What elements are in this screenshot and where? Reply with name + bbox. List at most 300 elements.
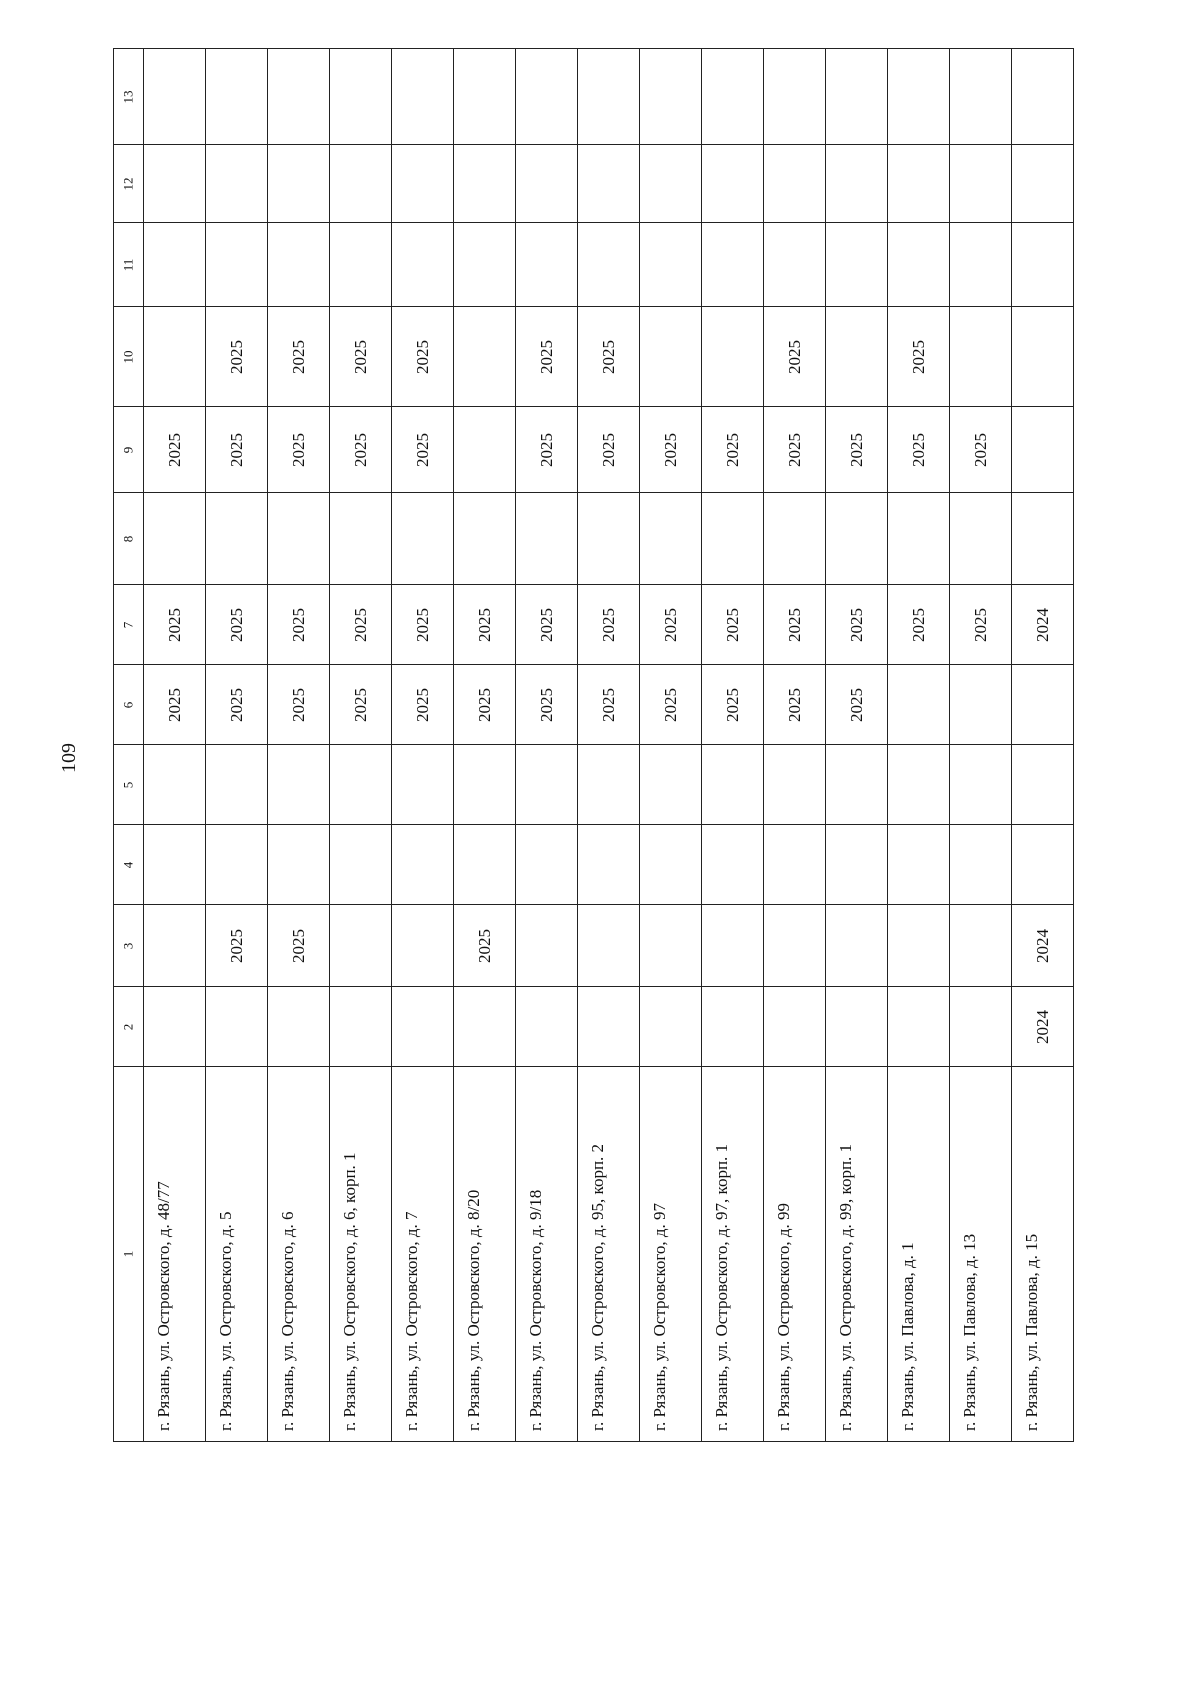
column-number: 13 (120, 90, 136, 103)
year-cell (826, 493, 888, 585)
year-cell (206, 825, 268, 905)
year-value: 2025 (536, 607, 556, 642)
year-cell (516, 905, 578, 987)
year-cell (516, 223, 578, 307)
year-cell (330, 905, 392, 987)
year-value: 2025 (970, 607, 990, 642)
table-row (114, 825, 1074, 905)
year-cell (702, 665, 764, 745)
year-cell (764, 307, 826, 407)
table-row (114, 49, 1074, 145)
table-row (114, 1067, 1074, 1442)
year-cell (578, 493, 640, 585)
year-cell (888, 905, 950, 987)
year-cell (888, 307, 950, 407)
table-row (114, 665, 1074, 745)
year-cell (330, 145, 392, 223)
year-cell (268, 905, 330, 987)
year-cell (640, 407, 702, 493)
year-value: 2025 (722, 687, 742, 722)
year-value: 2025 (784, 687, 804, 722)
year-cell (1012, 665, 1074, 745)
year-cell (516, 987, 578, 1067)
year-value: 2024 (1032, 1009, 1052, 1044)
address-cell (640, 1067, 702, 1442)
table-row (114, 223, 1074, 307)
address-text: г. Рязань, ул. Островского, д. 6, корп. 1 (340, 1152, 359, 1431)
year-value: 2025 (536, 432, 556, 467)
column-header-cell (114, 585, 144, 665)
year-cell (206, 407, 268, 493)
year-cell (1012, 905, 1074, 987)
year-cell (206, 223, 268, 307)
address-cell (1012, 1067, 1074, 1442)
column-number: 3 (120, 942, 136, 949)
address-cell (330, 1067, 392, 1442)
table-row (114, 493, 1074, 585)
column-header-cell (114, 987, 144, 1067)
year-value: 2025 (722, 607, 742, 642)
address-text: г. Рязань, ул. Островского, д. 99 (774, 1202, 793, 1431)
year-cell (640, 493, 702, 585)
year-cell (888, 493, 950, 585)
year-cell (826, 145, 888, 223)
year-cell (826, 307, 888, 407)
year-cell (702, 307, 764, 407)
year-cell (268, 307, 330, 407)
year-value: 2025 (412, 339, 432, 374)
year-cell (330, 407, 392, 493)
column-header-cell (114, 145, 144, 223)
year-value: 2025 (474, 607, 494, 642)
address-cell (826, 1067, 888, 1442)
year-cell (640, 987, 702, 1067)
year-cell (144, 585, 206, 665)
year-value: 2025 (598, 432, 618, 467)
year-cell (516, 585, 578, 665)
year-cell (950, 585, 1012, 665)
year-cell (144, 665, 206, 745)
year-value: 2025 (722, 432, 742, 467)
year-cell (888, 585, 950, 665)
year-cell (454, 987, 516, 1067)
year-cell (950, 145, 1012, 223)
year-cell (516, 49, 578, 145)
year-cell (950, 223, 1012, 307)
year-cell (454, 49, 516, 145)
column-header-cell (114, 223, 144, 307)
year-cell (206, 307, 268, 407)
table-row (114, 145, 1074, 223)
year-cell (206, 987, 268, 1067)
year-cell (764, 905, 826, 987)
year-value: 2025 (412, 432, 432, 467)
year-cell (268, 665, 330, 745)
year-value: 2025 (660, 432, 680, 467)
year-cell (516, 825, 578, 905)
year-cell (144, 145, 206, 223)
year-cell (888, 223, 950, 307)
year-cell (392, 825, 454, 905)
table-row (114, 987, 1074, 1067)
year-value: 2025 (164, 687, 184, 722)
address-cell (454, 1067, 516, 1442)
year-cell (206, 665, 268, 745)
year-cell (640, 49, 702, 145)
year-value: 2025 (660, 607, 680, 642)
year-cell (578, 49, 640, 145)
year-value: 2025 (660, 687, 680, 722)
year-cell (516, 307, 578, 407)
year-cell (764, 145, 826, 223)
year-value: 2025 (908, 339, 928, 374)
year-cell (950, 665, 1012, 745)
column-header-cell (114, 665, 144, 745)
year-cell (578, 665, 640, 745)
year-value: 2025 (598, 339, 618, 374)
year-value: 2025 (784, 339, 804, 374)
year-cell (1012, 407, 1074, 493)
column-header-cell (114, 407, 144, 493)
year-cell (392, 665, 454, 745)
year-cell (268, 585, 330, 665)
column-header-cell (114, 1067, 144, 1442)
year-cell (702, 745, 764, 825)
year-cell (330, 825, 392, 905)
year-cell (1012, 585, 1074, 665)
year-cell (950, 987, 1012, 1067)
address-cell (268, 1067, 330, 1442)
year-cell (1012, 745, 1074, 825)
year-cell (392, 407, 454, 493)
column-header-cell (114, 825, 144, 905)
year-cell (702, 145, 764, 223)
year-cell (1012, 223, 1074, 307)
year-cell (454, 407, 516, 493)
year-cell (268, 223, 330, 307)
year-value: 2025 (288, 687, 308, 722)
address-cell (950, 1067, 1012, 1442)
year-cell (578, 145, 640, 223)
year-cell (826, 585, 888, 665)
year-cell (144, 493, 206, 585)
column-number: 7 (120, 621, 136, 628)
year-cell (392, 987, 454, 1067)
year-cell (1012, 145, 1074, 223)
address-text: г. Рязань, ул. Павлова, д. 1 (898, 1242, 917, 1431)
year-value: 2025 (164, 607, 184, 642)
year-cell (144, 49, 206, 145)
year-cell (392, 307, 454, 407)
table-row (114, 905, 1074, 987)
table-row (114, 585, 1074, 665)
year-cell (454, 825, 516, 905)
year-cell (702, 905, 764, 987)
address-text: г. Рязань, ул. Островского, д. 6 (278, 1211, 297, 1431)
year-cell (764, 407, 826, 493)
year-cell (206, 585, 268, 665)
year-cell (702, 987, 764, 1067)
year-cell (516, 745, 578, 825)
year-value: 2025 (784, 432, 804, 467)
column-number: 8 (120, 535, 136, 542)
column-number: 9 (120, 446, 136, 453)
year-value: 2025 (846, 607, 866, 642)
year-value: 2025 (226, 607, 246, 642)
year-cell (950, 49, 1012, 145)
year-cell (1012, 987, 1074, 1067)
year-value: 2025 (164, 432, 184, 467)
year-cell (640, 307, 702, 407)
year-cell (268, 987, 330, 1067)
address-cell (702, 1067, 764, 1442)
year-value: 2025 (226, 687, 246, 722)
year-cell (702, 493, 764, 585)
year-cell (144, 987, 206, 1067)
year-cell (950, 407, 1012, 493)
year-cell (950, 825, 1012, 905)
year-cell (330, 665, 392, 745)
address-cell (144, 1067, 206, 1442)
year-cell (950, 493, 1012, 585)
address-cell (888, 1067, 950, 1442)
year-cell (454, 665, 516, 745)
year-cell (888, 745, 950, 825)
year-cell (640, 905, 702, 987)
year-value: 2025 (350, 687, 370, 722)
address-cell (764, 1067, 826, 1442)
year-value: 2025 (908, 607, 928, 642)
year-cell (206, 145, 268, 223)
year-cell (950, 745, 1012, 825)
address-text: г. Рязань, ул. Островского, д. 8/20 (464, 1189, 483, 1431)
year-value: 2025 (226, 928, 246, 963)
address-text: г. Рязань, ул. Островского, д. 48/77 (154, 1181, 173, 1431)
column-header-cell (114, 745, 144, 825)
year-value: 2025 (412, 687, 432, 722)
year-cell (764, 825, 826, 905)
column-header-cell (114, 307, 144, 407)
year-value: 2025 (474, 928, 494, 963)
year-cell (826, 745, 888, 825)
year-cell (454, 745, 516, 825)
year-cell (764, 745, 826, 825)
address-cell (392, 1067, 454, 1442)
year-value: 2025 (784, 607, 804, 642)
year-cell (826, 407, 888, 493)
address-text: г. Рязань, ул. Островского, д. 99, корп. 1 (836, 1143, 855, 1431)
column-number: 2 (120, 1023, 136, 1030)
year-cell (268, 49, 330, 145)
year-cell (826, 223, 888, 307)
year-cell (578, 585, 640, 665)
year-cell (764, 585, 826, 665)
column-number: 6 (120, 701, 136, 708)
year-cell (144, 223, 206, 307)
table-row (114, 745, 1074, 825)
year-value: 2025 (350, 432, 370, 467)
address-cell (516, 1067, 578, 1442)
address-text: г. Рязань, ул. Островского, д. 5 (216, 1211, 235, 1431)
year-cell (950, 307, 1012, 407)
year-cell (764, 493, 826, 585)
year-value: 2025 (474, 687, 494, 722)
year-value: 2025 (846, 687, 866, 722)
column-header-cell (114, 905, 144, 987)
address-text: г. Рязань, ул. Островского, д. 7 (402, 1211, 421, 1431)
year-cell (578, 987, 640, 1067)
year-cell (702, 223, 764, 307)
year-cell (330, 585, 392, 665)
address-text: г. Рязань, ул. Островского, д. 97, корп. 1 (712, 1143, 731, 1431)
year-cell (268, 145, 330, 223)
year-cell (826, 49, 888, 145)
address-text: г. Рязань, ул. Островского, д. 95, корп. 2 (588, 1143, 607, 1431)
address-text: г. Рязань, ул. Павлова, д. 15 (1022, 1233, 1041, 1431)
year-cell (516, 665, 578, 745)
year-cell (640, 745, 702, 825)
year-cell (640, 223, 702, 307)
document-table (113, 48, 1074, 1442)
year-value: 2024 (1032, 928, 1052, 963)
year-cell (392, 905, 454, 987)
column-header-cell (114, 493, 144, 585)
year-cell (330, 745, 392, 825)
year-cell (206, 905, 268, 987)
year-cell (454, 585, 516, 665)
year-cell (392, 585, 454, 665)
page-number: 109 (58, 743, 80, 773)
year-value: 2025 (908, 432, 928, 467)
year-cell (454, 145, 516, 223)
year-cell (888, 987, 950, 1067)
year-cell (206, 49, 268, 145)
column-number: 5 (120, 781, 136, 788)
year-cell (1012, 825, 1074, 905)
year-cell (826, 665, 888, 745)
column-number: 10 (120, 350, 136, 363)
address-cell (578, 1067, 640, 1442)
year-cell (144, 745, 206, 825)
year-cell (826, 825, 888, 905)
year-cell (764, 223, 826, 307)
year-cell (392, 223, 454, 307)
table-row (114, 407, 1074, 493)
year-cell (888, 49, 950, 145)
year-cell (888, 145, 950, 223)
year-cell (268, 825, 330, 905)
year-value: 2025 (536, 339, 556, 374)
year-cell (144, 905, 206, 987)
year-cell (702, 825, 764, 905)
year-value: 2025 (598, 607, 618, 642)
year-cell (578, 905, 640, 987)
year-cell (826, 905, 888, 987)
year-cell (702, 49, 764, 145)
year-cell (1012, 49, 1074, 145)
column-number: 12 (120, 177, 136, 190)
address-text: г. Рязань, ул. Павлова, д. 13 (960, 1233, 979, 1431)
year-cell (144, 307, 206, 407)
year-cell (268, 407, 330, 493)
year-cell (578, 825, 640, 905)
year-cell (454, 905, 516, 987)
address-cell (206, 1067, 268, 1442)
year-cell (330, 987, 392, 1067)
year-cell (1012, 493, 1074, 585)
year-cell (206, 745, 268, 825)
year-cell (640, 585, 702, 665)
year-cell (1012, 307, 1074, 407)
year-cell (268, 493, 330, 585)
year-cell (764, 987, 826, 1067)
year-cell (702, 585, 764, 665)
year-value: 2025 (846, 432, 866, 467)
year-cell (330, 493, 392, 585)
year-cell (144, 407, 206, 493)
year-cell (578, 223, 640, 307)
year-value: 2025 (288, 928, 308, 963)
table-row (114, 307, 1074, 407)
year-cell (764, 49, 826, 145)
year-cell (392, 49, 454, 145)
address-text: г. Рязань, ул. Островского, д. 97 (650, 1202, 669, 1431)
year-cell (702, 407, 764, 493)
year-cell (578, 307, 640, 407)
year-cell (888, 825, 950, 905)
year-cell (578, 745, 640, 825)
year-value: 2025 (226, 432, 246, 467)
year-value: 2025 (288, 432, 308, 467)
year-cell (516, 493, 578, 585)
column-header-cell (114, 49, 144, 145)
year-cell (640, 825, 702, 905)
year-cell (826, 987, 888, 1067)
year-cell (578, 407, 640, 493)
column-number: 4 (120, 861, 136, 868)
year-value: 2025 (226, 339, 246, 374)
year-value: 2025 (412, 607, 432, 642)
year-cell (454, 307, 516, 407)
column-number: 1 (120, 1250, 136, 1258)
year-cell (330, 49, 392, 145)
year-cell (330, 223, 392, 307)
year-cell (764, 665, 826, 745)
year-value: 2025 (536, 687, 556, 722)
year-value: 2025 (350, 339, 370, 374)
year-cell (950, 905, 1012, 987)
year-cell (888, 407, 950, 493)
year-value: 2024 (1032, 607, 1052, 642)
year-cell (516, 407, 578, 493)
year-cell (392, 493, 454, 585)
year-cell (888, 665, 950, 745)
year-value: 2025 (350, 607, 370, 642)
address-text: г. Рязань, ул. Островского, д. 9/18 (526, 1189, 545, 1431)
year-cell (144, 825, 206, 905)
year-cell (392, 745, 454, 825)
year-cell (454, 493, 516, 585)
year-value: 2025 (288, 339, 308, 374)
column-number: 11 (120, 258, 136, 271)
year-cell (330, 307, 392, 407)
year-cell (268, 745, 330, 825)
year-value: 2025 (970, 432, 990, 467)
year-cell (516, 145, 578, 223)
year-cell (640, 145, 702, 223)
year-cell (454, 223, 516, 307)
year-value: 2025 (288, 607, 308, 642)
